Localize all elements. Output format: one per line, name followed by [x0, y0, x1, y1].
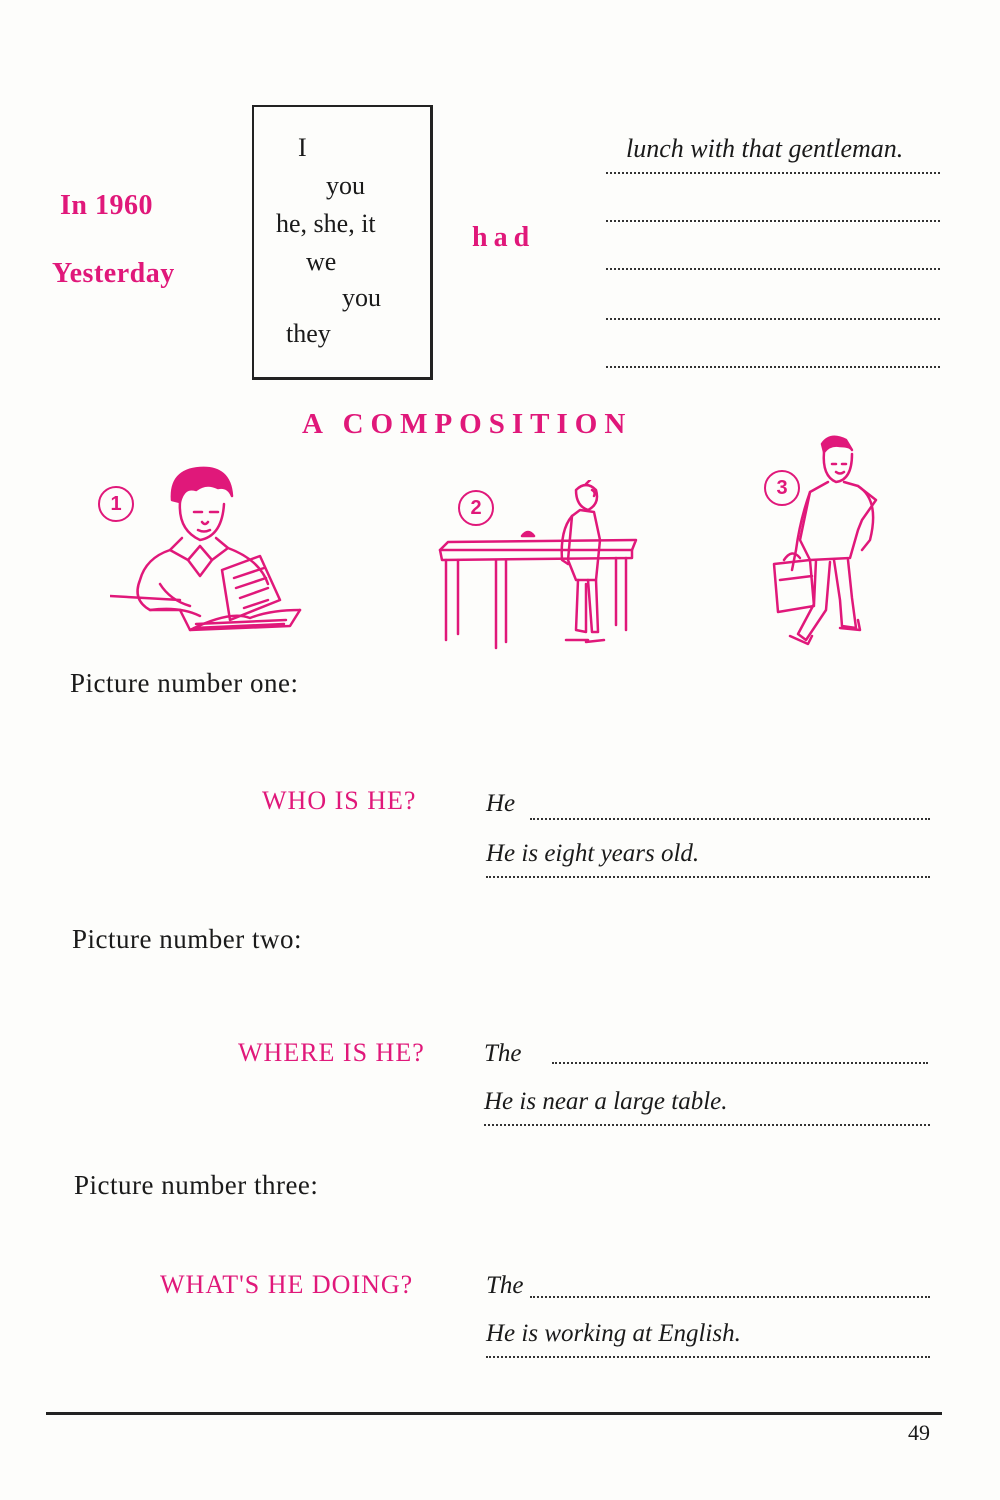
answer-line-5[interactable] — [606, 366, 940, 368]
time-label-yesterday: Yesterday — [52, 258, 175, 289]
pronoun-they: they — [286, 319, 331, 348]
answer-line-1[interactable] — [606, 172, 940, 174]
pronoun-box — [252, 105, 433, 380]
pronoun-we: we — [306, 247, 337, 276]
picture-number-3: 3 — [764, 470, 800, 506]
question-where-is-he: WHERE IS HE? — [238, 1038, 425, 1067]
picture-label-2: Picture number two: — [72, 924, 302, 954]
answer-line-where[interactable] — [552, 1062, 928, 1064]
verb-had: had — [472, 222, 536, 253]
boy-at-table-illustration — [436, 480, 642, 650]
answer-line-3[interactable] — [606, 268, 940, 270]
pronoun-i: I — [298, 133, 307, 162]
question-who-is-he: WHO IS HE? — [262, 786, 417, 815]
answer-line-4[interactable] — [606, 318, 940, 320]
pronoun-he-she-it: he, she, it — [276, 209, 376, 238]
pronoun-you-plural: you — [342, 283, 381, 312]
picture-number-2: 2 — [458, 490, 494, 526]
boy-reading-illustration — [110, 460, 310, 640]
page-number: 49 — [908, 1420, 930, 1445]
prompt-the-2: The — [484, 1040, 522, 1067]
example-sentence: lunch with that gentleman. — [626, 134, 904, 163]
answer-who-is-he: He is eight years old. — [486, 840, 700, 867]
composition-title: A COMPOSITION — [302, 408, 633, 440]
answer-line-who[interactable] — [530, 818, 930, 820]
prompt-he: He — [486, 790, 516, 817]
answer-line-where-2[interactable] — [484, 1124, 930, 1126]
boy-walking-illustration — [770, 430, 900, 660]
pronoun-you: you — [326, 171, 365, 200]
answer-whats-he-doing: He is working at English. — [486, 1320, 741, 1347]
footer-rule — [46, 1412, 942, 1415]
answer-line-2[interactable] — [606, 220, 940, 222]
answer-line-doing[interactable] — [530, 1296, 930, 1298]
picture-label-3: Picture number three: — [74, 1170, 319, 1200]
question-whats-he-doing: WHAT'S HE DOING? — [160, 1270, 414, 1299]
answer-line-doing-2[interactable] — [486, 1356, 930, 1358]
prompt-the-3: The — [486, 1272, 524, 1299]
picture-label-1: Picture number one: — [70, 668, 299, 698]
picture-number-1: 1 — [98, 486, 134, 522]
answer-line-who-2[interactable] — [486, 876, 930, 878]
answer-where-is-he: He is near a large table. — [484, 1088, 728, 1115]
time-label-1960: In 1960 — [60, 190, 153, 221]
